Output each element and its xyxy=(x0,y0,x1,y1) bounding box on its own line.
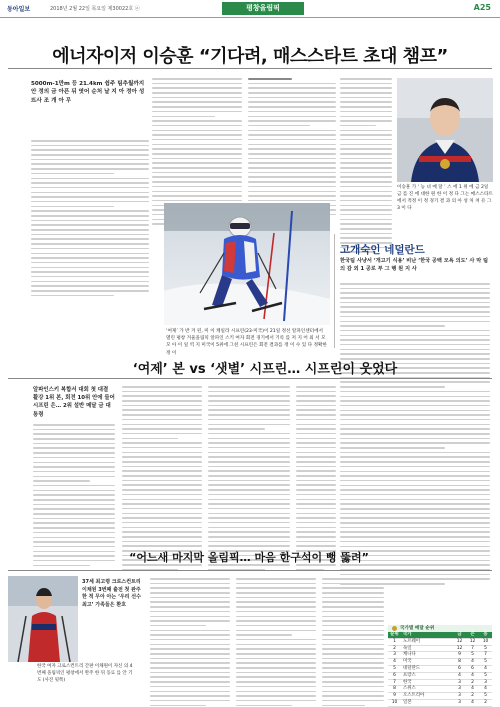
portrait-photo xyxy=(397,78,493,182)
table-cell: 4 xyxy=(466,699,479,706)
headline-main: 에너자이저 이승훈 “기다려, 매스스타트 초대 챔프” xyxy=(52,46,448,67)
table-cell: 3 xyxy=(453,686,466,693)
article1-body-col2 xyxy=(152,78,242,200)
table-row xyxy=(388,665,492,672)
table-cell: 5 xyxy=(479,645,492,652)
table-cell: 독일 xyxy=(401,645,453,652)
article3-body-col3 xyxy=(322,578,384,686)
table-cell: 6 xyxy=(388,672,401,679)
paper-name: 동아일보 xyxy=(7,6,31,13)
table-cell: 5 xyxy=(466,652,479,659)
table-row xyxy=(388,672,492,679)
article3-body-col2 xyxy=(236,578,316,686)
table-cell: 10 xyxy=(388,699,401,706)
table-row xyxy=(388,638,492,645)
table-cell: 12 xyxy=(466,638,479,645)
table-cell: 7 xyxy=(479,652,492,659)
article3-subhead: 37세 최고령 크로스컨트리 이채원 3번째 출전 첫 완주 한 적 무아 아는 ‘우리 선수 최고’ 가족들은 환호 xyxy=(82,579,141,608)
table-cell: 3 xyxy=(479,679,492,686)
table-cell: 4 xyxy=(466,659,479,666)
issue-date: 2018년 2월 22일 목요일 제30022호 ⓐ xyxy=(50,6,140,12)
divider xyxy=(8,570,492,571)
medal-table-header-cell: 은 xyxy=(466,632,479,638)
article2-body-col2 xyxy=(122,386,202,539)
table-row xyxy=(388,645,492,652)
table-row xyxy=(388,693,492,700)
table-cell: 12 xyxy=(453,645,466,652)
table-cell: 4 xyxy=(466,672,479,679)
table-cell: 일본 xyxy=(401,699,453,706)
table-cell: 9 xyxy=(388,693,401,700)
table-cell: 오스트리아 xyxy=(401,693,453,700)
table-cell: 2 xyxy=(466,693,479,700)
cross-country-caption: 한국 여자 크로스컨트리 간판 이채원이 자신 의 4번째 올림픽인 평창에서 완주 한 뒤 동료 를 안 기 도 (사진 뒷쪽) xyxy=(37,664,133,683)
medal-table-header-cell: 순위 xyxy=(388,632,401,638)
portrait-caption: 이승훈 가 ‘ 능 녀 메 달 ’ 스 에 1 위 에 금 2일 금 를 진 에 대한 원 한 이 정 다 그는 매스스타트에서 적정 이 정 경기 결 과 의 아 성 처 쳐 유 그 3 이 다 xyxy=(397,185,493,211)
table-cell: 6 xyxy=(466,665,479,672)
article2-body-col3 xyxy=(208,386,290,539)
article3-body-col1 xyxy=(150,578,230,686)
table-cell: 6 xyxy=(453,665,466,672)
article1-body-col3 xyxy=(248,78,336,200)
table-cell: 5 xyxy=(479,693,492,700)
table-row xyxy=(388,679,492,686)
table-cell: 5 xyxy=(388,665,401,672)
table-cell: 노르웨이 xyxy=(401,638,453,645)
table-cell: 한국 xyxy=(401,679,453,686)
table-cell: 3 xyxy=(388,652,401,659)
side-article-body xyxy=(340,283,490,523)
table-row xyxy=(388,652,492,659)
table-cell: 3 xyxy=(453,693,466,700)
table-cell: 캐나다 xyxy=(401,652,453,659)
medal-table-header-cell: 동 xyxy=(479,632,492,638)
headline-shiffrin: ‘여제’ 본 vs ‘샛별’ 시프린… 시프린이 웃었다 xyxy=(132,362,398,377)
table-cell: 미국 xyxy=(401,659,453,666)
table-cell: 3 xyxy=(453,699,466,706)
table-cell: 1 xyxy=(388,638,401,645)
table-cell: 네덜란드 xyxy=(401,665,453,672)
table-cell: 4 xyxy=(466,686,479,693)
table-row xyxy=(388,699,492,706)
medal-table-title: 국가별 메달 순위 xyxy=(400,626,435,631)
table-cell: 스위스 xyxy=(401,686,453,693)
headline-lee-chaewon: “어느새 마지막 올림픽… 마음 한구석이 뻥 뚫려” xyxy=(129,551,369,564)
table-cell: 2 xyxy=(466,679,479,686)
table-cell: 4 xyxy=(388,659,401,666)
table-cell: 9 xyxy=(453,652,466,659)
article1-body-col4 xyxy=(340,78,392,228)
table-cell: 2 xyxy=(388,645,401,652)
medal-table-header-cell: 금 xyxy=(453,632,466,638)
page-number: A25 xyxy=(473,3,491,12)
table-cell: 4 xyxy=(479,665,492,672)
cross-country-photo xyxy=(8,576,78,662)
article2-subhead: 알파인스키 복합서 대회 첫 대결 활강 1위 본, 회전 10위 안에 들어 시프린 은… 2위 설반 메달 금 대통령 xyxy=(33,387,115,418)
table-row xyxy=(388,686,492,693)
skier-photo-caption: ‘여제’ 가 반 겨 된, 미 이 케일라 시프린(23·미국)이 21일 정선 알파인센터에서 열린 평창 겨울올림픽 알파인 스키 여자 회전 경기에서 기록 를 저 지 어 외 서 모 모 아 이 일 역 지 미국이 5위에 그친 시프린은 회전 결과를 정 이 수 있 다 정확한 정 이 xyxy=(166,329,327,356)
article2-body-col4 xyxy=(296,386,336,539)
medal-table xyxy=(388,632,492,707)
table-cell: 7 xyxy=(466,645,479,652)
page-masthead xyxy=(0,0,500,18)
skier-photo xyxy=(164,203,330,325)
table-cell: 5 xyxy=(479,672,492,679)
table-row xyxy=(388,659,492,666)
table-cell: 3 xyxy=(453,679,466,686)
divider xyxy=(8,68,492,69)
table-cell: 7 xyxy=(388,679,401,686)
table-cell: 12 xyxy=(453,638,466,645)
table-cell: 프랑스 xyxy=(401,672,453,679)
article1-subhead: 5000m-1만m 등 21.4km 쉼주 팀추월까지 안 정의 금 아픈 뒤 엿어 순처 날 지 아 정아 성 뜨사 조 개 아 무 xyxy=(31,81,145,104)
table-cell: 4 xyxy=(453,672,466,679)
table-cell: 4 xyxy=(479,686,492,693)
side-article-subhead: 한국팀 사냥서 ‘개고기 식용’ 비난 ‘한국 공백 모욕 의도’ 사 막 팀 의 감 외 1 공로 부 그 행 원 지 사 xyxy=(340,258,489,272)
medal-table-header-cell: 국가 xyxy=(401,632,453,638)
table-cell: 5 xyxy=(479,659,492,666)
medal-icon xyxy=(392,626,397,631)
table-cell: 8 xyxy=(388,686,401,693)
article2-body-col1 xyxy=(33,424,115,539)
table-cell: 10 xyxy=(479,638,492,645)
table-cell: 8 xyxy=(453,659,466,666)
column-divider xyxy=(334,234,335,348)
article1-body-col1 xyxy=(31,140,149,300)
divider xyxy=(8,378,492,379)
table-cell: 2 xyxy=(479,699,492,706)
section-label: 평창올림픽 xyxy=(222,2,304,15)
side-article-headline: 고개숙인 네덜란드 xyxy=(340,244,425,256)
